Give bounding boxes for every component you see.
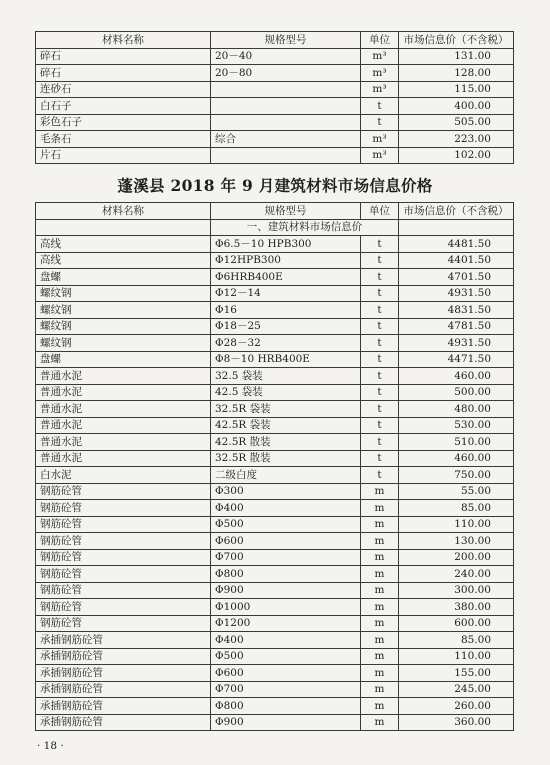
material-name-cell: 螺纹钢 [36, 318, 211, 335]
unit-cell: t [361, 434, 399, 451]
material-name-cell: 钢筋砼管 [36, 599, 211, 616]
unit-cell: t [361, 252, 399, 269]
unit-cell: m³ [361, 147, 399, 164]
spec-cell [211, 147, 361, 164]
unit-cell: m [361, 681, 399, 698]
spec-cell: 32.5R 袋装 [211, 401, 361, 418]
table-row [36, 549, 514, 566]
unit-cell: t [361, 269, 399, 286]
table-row [36, 681, 514, 698]
material-name-cell: 螺纹钢 [36, 335, 211, 352]
material-name-cell: 普通水泥 [36, 368, 211, 385]
material-name-cell: 钢筋砼管 [36, 582, 211, 599]
price-cell: 110.00 [399, 516, 514, 533]
price-cell: 600.00 [399, 615, 514, 632]
material-name-cell: 承插钢筋砼管 [36, 714, 211, 731]
price-cell: 4701.50 [399, 269, 514, 286]
spec-cell: 20－40 [211, 48, 361, 65]
price-cell: 260.00 [399, 698, 514, 715]
spec-cell: Φ1200 [211, 615, 361, 632]
price-cell: 750.00 [399, 467, 514, 484]
table-row [36, 483, 514, 500]
table-row [36, 599, 514, 616]
spec-cell: 二级白度 [211, 467, 361, 484]
section-row [36, 219, 514, 236]
unit-cell: m [361, 698, 399, 715]
price-cell: 223.00 [399, 131, 514, 148]
price-cell: 155.00 [399, 665, 514, 682]
material-name-cell: 连砂石 [36, 81, 211, 98]
price-cell: 85.00 [399, 500, 514, 517]
material-name-cell: 承插钢筋砼管 [36, 681, 211, 698]
spec-cell: Φ600 [211, 665, 361, 682]
table-row [36, 285, 514, 302]
unit-cell: m [361, 714, 399, 731]
material-name-cell: 钢筋砼管 [36, 566, 211, 583]
table-row [36, 450, 514, 467]
price-cell: 131.00 [399, 48, 514, 65]
table-row [36, 665, 514, 682]
table-row [36, 65, 514, 82]
spec-cell: Φ700 [211, 681, 361, 698]
unit-cell: m [361, 483, 399, 500]
table-row [36, 467, 514, 484]
material-name-cell: 彩色石子 [36, 114, 211, 131]
spec-cell: Φ900 [211, 582, 361, 599]
price-cell: 102.00 [399, 147, 514, 164]
price-cell: 4831.50 [399, 302, 514, 319]
material-name-cell: 钢筋砼管 [36, 500, 211, 517]
unit-cell: m³ [361, 81, 399, 98]
spec-cell: Φ300 [211, 483, 361, 500]
header-name: 材料名称 [36, 32, 211, 49]
table-row [36, 516, 514, 533]
top-price-table [35, 31, 514, 164]
spec-cell: 综合 [211, 131, 361, 148]
spec-cell: 42.5 袋装 [211, 384, 361, 401]
price-cell: 130.00 [399, 533, 514, 550]
unit-cell: t [361, 368, 399, 385]
unit-cell: t [361, 417, 399, 434]
material-name-cell: 白水泥 [36, 467, 211, 484]
spec-cell: Φ700 [211, 549, 361, 566]
table-row [36, 384, 514, 401]
table-row [36, 401, 514, 418]
price-cell: 510.00 [399, 434, 514, 451]
unit-cell: m [361, 516, 399, 533]
price-cell: 500.00 [399, 384, 514, 401]
spec-cell: Φ1000 [211, 599, 361, 616]
top-table-body [36, 48, 514, 164]
unit-cell: t [361, 351, 399, 368]
unit-cell: t [361, 285, 399, 302]
unit-cell: m [361, 566, 399, 583]
price-cell: 530.00 [399, 417, 514, 434]
unit-cell: m³ [361, 48, 399, 65]
unit-cell: m [361, 665, 399, 682]
material-name-cell: 承插钢筋砼管 [36, 698, 211, 715]
header-unit: 单位 [361, 32, 399, 49]
material-name-cell: 盘螺 [36, 269, 211, 286]
spec-cell: Φ900 [211, 714, 361, 731]
material-name-cell: 白石子 [36, 98, 211, 115]
spec-cell: Φ500 [211, 648, 361, 665]
price-cell: 128.00 [399, 65, 514, 82]
header-price: 市场信息价（不含税） [399, 203, 514, 220]
price-cell: 200.00 [399, 549, 514, 566]
table-row [36, 500, 514, 517]
spec-cell: 32.5 袋装 [211, 368, 361, 385]
main-table-body [36, 236, 514, 731]
spec-cell: Φ18－25 [211, 318, 361, 335]
price-cell: 380.00 [399, 599, 514, 616]
material-name-cell: 普通水泥 [36, 401, 211, 418]
price-cell: 460.00 [399, 368, 514, 385]
table-row [36, 648, 514, 665]
unit-cell: t [361, 450, 399, 467]
material-name-cell: 钢筋砼管 [36, 483, 211, 500]
spec-cell: Φ6HRB400E [211, 269, 361, 286]
table-row [36, 81, 514, 98]
material-name-cell: 片石 [36, 147, 211, 164]
price-cell: 4481.50 [399, 236, 514, 253]
price-cell: 4931.50 [399, 285, 514, 302]
material-name-cell: 普通水泥 [36, 384, 211, 401]
unit-cell: t [361, 114, 399, 131]
material-name-cell: 螺纹钢 [36, 302, 211, 319]
header-unit: 单位 [361, 203, 399, 220]
table-row [36, 236, 514, 253]
main-price-table [35, 202, 514, 731]
table-row [36, 714, 514, 731]
price-cell: 115.00 [399, 81, 514, 98]
unit-cell: m [361, 648, 399, 665]
header-name: 材料名称 [36, 203, 211, 220]
spec-cell: Φ16 [211, 302, 361, 319]
price-cell: 110.00 [399, 648, 514, 665]
material-name-cell: 钢筋砼管 [36, 615, 211, 632]
table-row [36, 582, 514, 599]
table-row [36, 615, 514, 632]
price-cell: 4401.50 [399, 252, 514, 269]
table-row [36, 318, 514, 335]
spec-cell: Φ500 [211, 516, 361, 533]
material-name-cell: 碎石 [36, 65, 211, 82]
unit-cell: m³ [361, 131, 399, 148]
table-row [36, 566, 514, 583]
material-name-cell: 普通水泥 [36, 417, 211, 434]
table-row [36, 98, 514, 115]
price-cell: 4931.50 [399, 335, 514, 352]
spec-cell: Φ6.5－10 HPB300 [211, 236, 361, 253]
spec-cell: 20－80 [211, 65, 361, 82]
unit-cell: m [361, 549, 399, 566]
spec-cell: Φ800 [211, 566, 361, 583]
material-name-cell: 高线 [36, 252, 211, 269]
table-row [36, 302, 514, 319]
section-title: 一、建筑材料市场信息价 [211, 219, 399, 236]
material-name-cell: 钢筋砼管 [36, 516, 211, 533]
price-cell: 4471.50 [399, 351, 514, 368]
table-row [36, 351, 514, 368]
material-name-cell: 普通水泥 [36, 434, 211, 451]
spec-cell: 42.5R 散装 [211, 434, 361, 451]
header-spec: 规格型号 [211, 203, 361, 220]
material-name-cell: 承插钢筋砼管 [36, 648, 211, 665]
material-name-cell: 钢筋砼管 [36, 533, 211, 550]
material-name-cell: 普通水泥 [36, 450, 211, 467]
unit-cell: t [361, 318, 399, 335]
page-title: 蓬溪县 2018 年 9 月建筑材料市场信息价格 [117, 176, 433, 195]
spec-cell: Φ400 [211, 500, 361, 517]
price-cell: 4781.50 [399, 318, 514, 335]
spec-cell: Φ400 [211, 632, 361, 649]
unit-cell: t [361, 236, 399, 253]
price-cell: 480.00 [399, 401, 514, 418]
material-name-cell: 碎石 [36, 48, 211, 65]
material-name-cell: 承插钢筋砼管 [36, 665, 211, 682]
table-row [36, 147, 514, 164]
table-row [36, 417, 514, 434]
unit-cell: m [361, 599, 399, 616]
material-name-cell: 钢筋砼管 [36, 549, 211, 566]
spec-cell: Φ28－32 [211, 335, 361, 352]
unit-cell: m³ [361, 65, 399, 82]
material-name-cell: 螺纹钢 [36, 285, 211, 302]
unit-cell: t [361, 401, 399, 418]
unit-cell: t [361, 98, 399, 115]
header-spec: 规格型号 [211, 32, 361, 49]
spec-cell: Φ12－14 [211, 285, 361, 302]
unit-cell: t [361, 302, 399, 319]
table-row [36, 632, 514, 649]
spec-cell: 32.5R 散装 [211, 450, 361, 467]
header-price: 市场信息价（不含税） [399, 32, 514, 49]
page-number: · 18 · [37, 740, 64, 752]
price-cell: 240.00 [399, 566, 514, 583]
table-row [36, 698, 514, 715]
material-name-cell: 高线 [36, 236, 211, 253]
spec-cell: Φ12HPB300 [211, 252, 361, 269]
spec-cell [211, 98, 361, 115]
price-cell: 245.00 [399, 681, 514, 698]
table-row [36, 335, 514, 352]
price-cell: 85.00 [399, 632, 514, 649]
unit-cell: t [361, 335, 399, 352]
spec-cell [211, 114, 361, 131]
price-cell: 360.00 [399, 714, 514, 731]
spec-cell: 42.5R 袋装 [211, 417, 361, 434]
price-cell: 460.00 [399, 450, 514, 467]
price-cell: 55.00 [399, 483, 514, 500]
unit-cell: m [361, 500, 399, 517]
table-header-row [36, 32, 514, 49]
price-cell: 400.00 [399, 98, 514, 115]
unit-cell: m [361, 615, 399, 632]
table-row [36, 533, 514, 550]
material-name-cell: 承插钢筋砼管 [36, 632, 211, 649]
price-cell: 300.00 [399, 582, 514, 599]
table-row [36, 269, 514, 286]
unit-cell: m [361, 533, 399, 550]
table-row [36, 114, 514, 131]
unit-cell: m [361, 632, 399, 649]
spec-cell [211, 81, 361, 98]
table-row [36, 48, 514, 65]
table-row [36, 368, 514, 385]
material-name-cell: 盘螺 [36, 351, 211, 368]
material-name-cell: 毛条石 [36, 131, 211, 148]
unit-cell: t [361, 384, 399, 401]
spec-cell: Φ800 [211, 698, 361, 715]
table-row [36, 434, 514, 451]
unit-cell: m [361, 582, 399, 599]
price-cell: 505.00 [399, 114, 514, 131]
unit-cell: t [361, 467, 399, 484]
spec-cell: Φ8－10 HRB400E [211, 351, 361, 368]
spec-cell: Φ600 [211, 533, 361, 550]
table-header-row [36, 203, 514, 220]
table-row [36, 252, 514, 269]
table-row [36, 131, 514, 148]
